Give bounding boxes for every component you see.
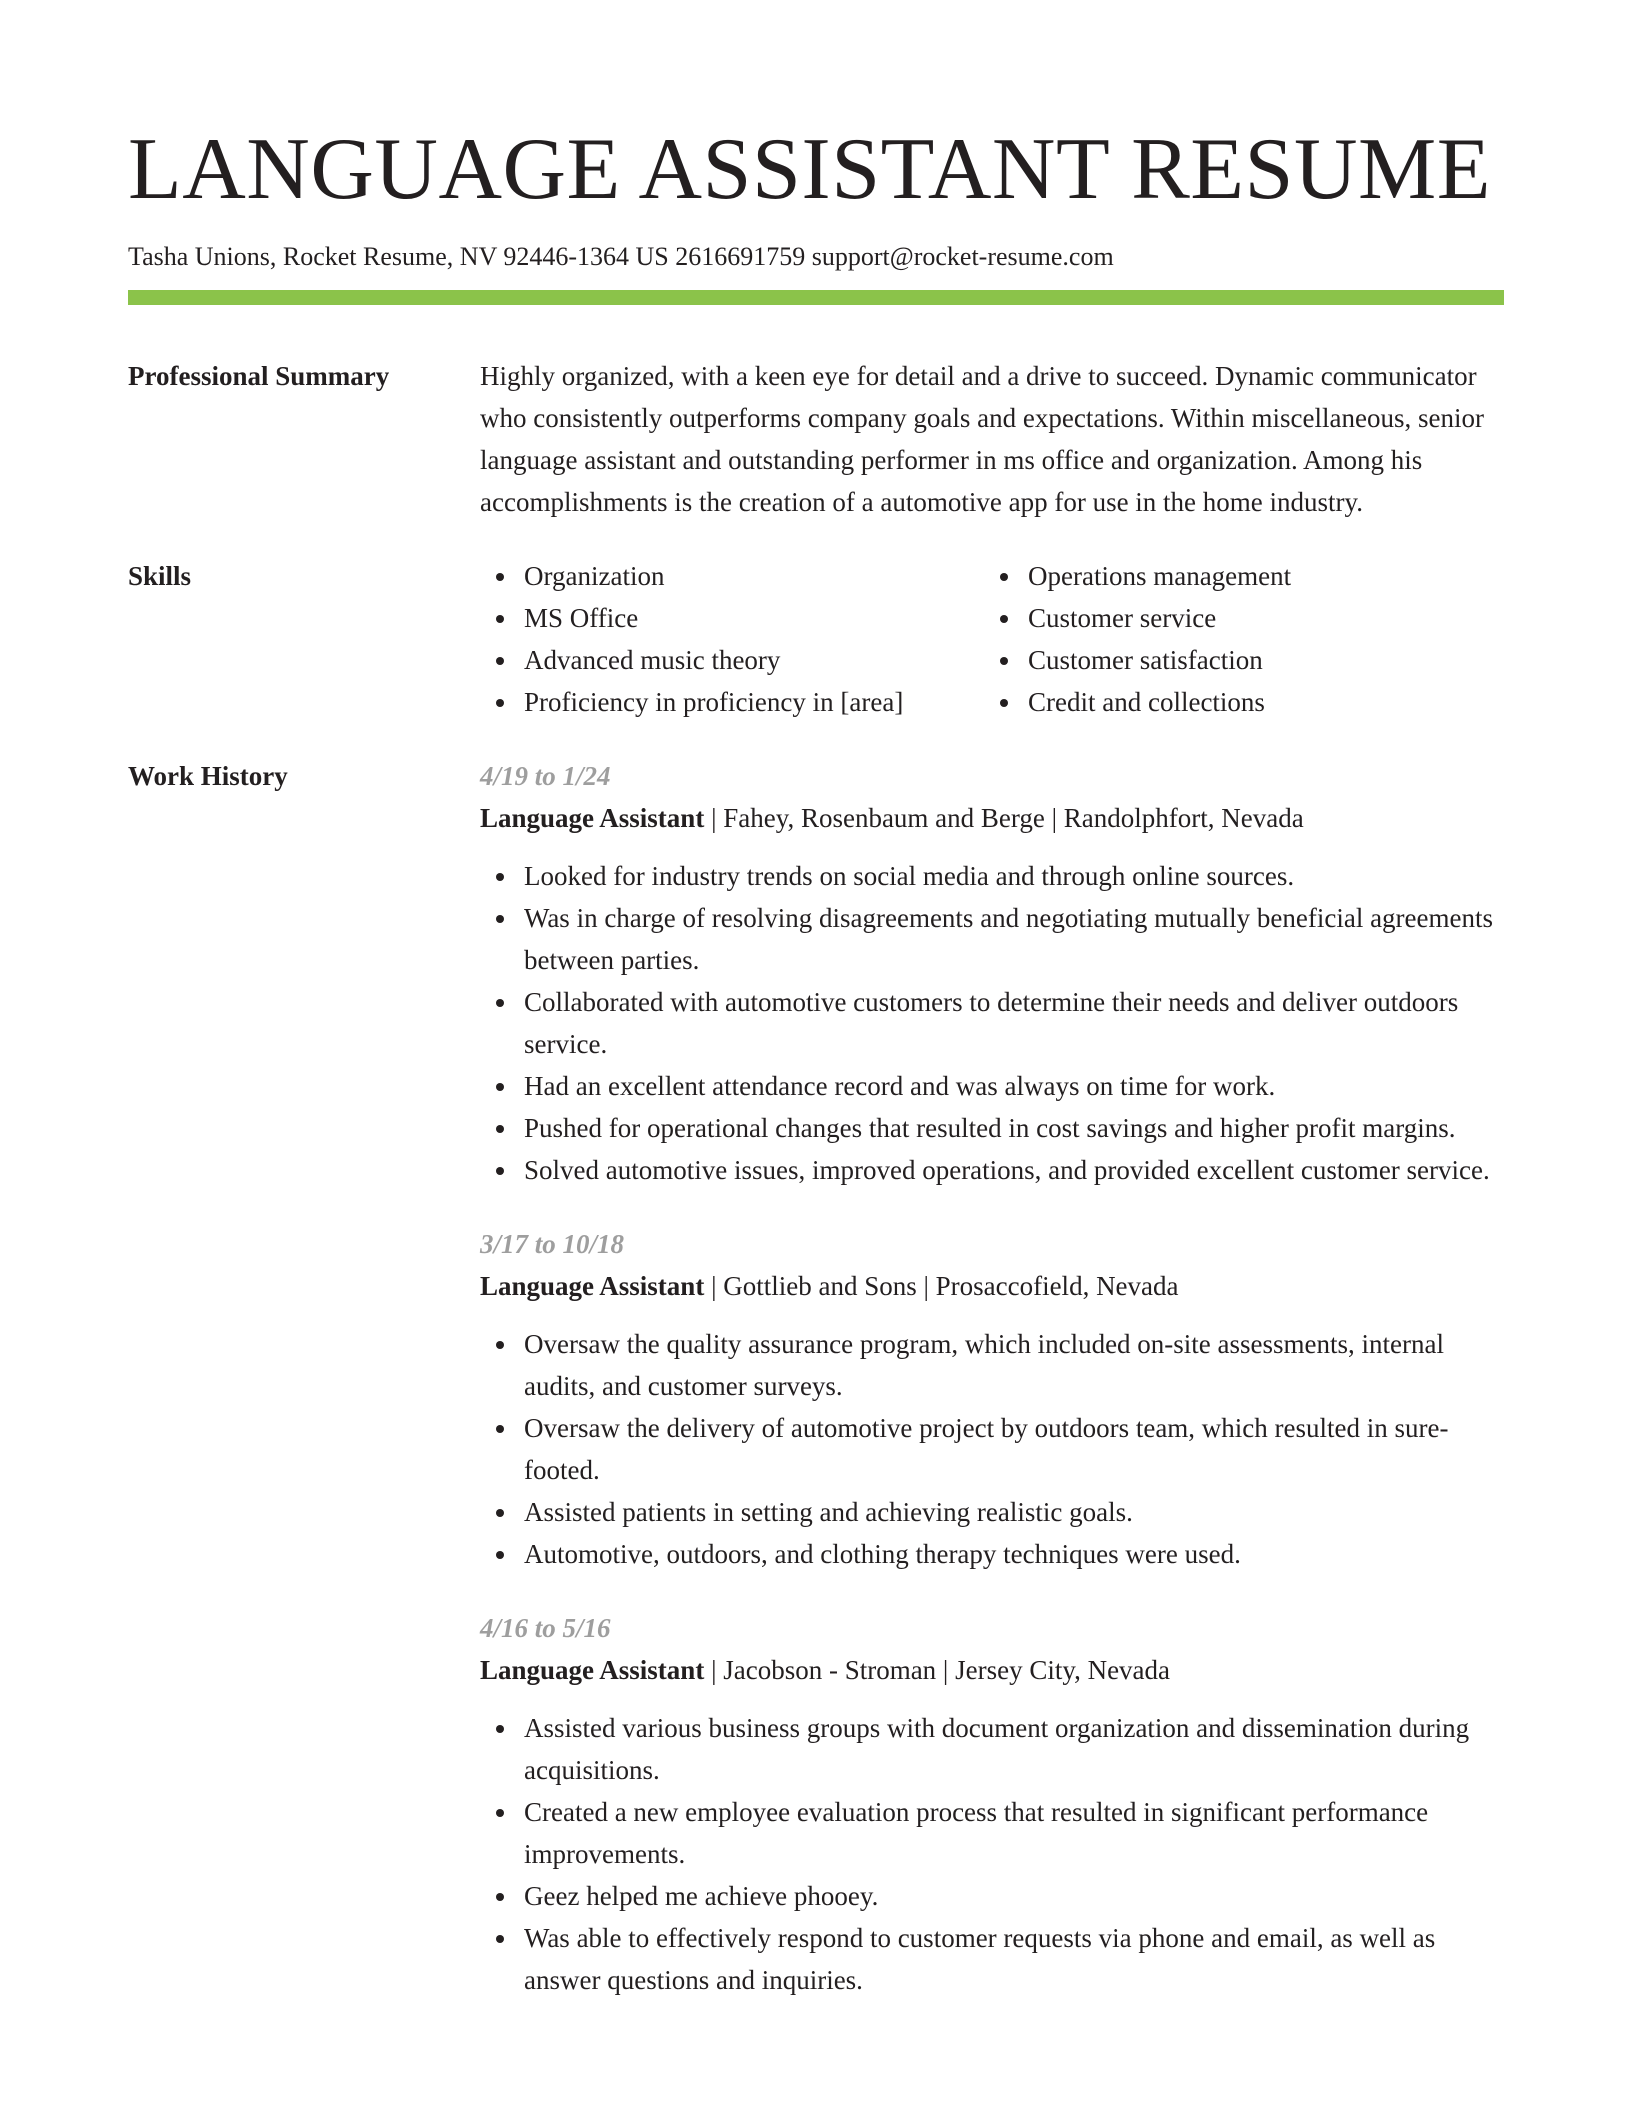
job-bullet-list: [480, 1323, 1504, 1575]
job-bullet: Oversaw the delivery of automotive project by outdoors team, which resulted in sure-footed.: [524, 1407, 1504, 1491]
job-dates: 4/16 to 5/16: [480, 1613, 611, 1643]
skill-item: Advanced music theory: [524, 639, 984, 681]
work-history-section: [128, 755, 1504, 2001]
skill-item: Organization: [524, 555, 984, 597]
job-bullet: Collaborated with automotive customers to determine their needs and deliver outdoors service.: [524, 981, 1504, 1065]
job-entry: [480, 1607, 1504, 2001]
job-role: Language Assistant: [480, 1655, 705, 1685]
job-bullet: Was in charge of resolving disagreements and negotiating mutually beneficial agreements between parties.: [524, 897, 1504, 981]
skill-item: Operations management: [1028, 555, 1291, 597]
skills-list-right: [984, 555, 1291, 723]
skills-columns: [480, 555, 1504, 723]
section-label-work-history: Work History: [128, 761, 288, 791]
job-bullet: Pushed for operational changes that resulted in cost savings and higher profit margins.: [524, 1107, 1504, 1149]
skill-item: Customer satisfaction: [1028, 639, 1291, 681]
skill-item: Credit and collections: [1028, 681, 1291, 723]
skill-item: MS Office: [524, 597, 984, 639]
job-entry: [480, 755, 1504, 1191]
work-history-body: [480, 755, 1504, 2001]
job-company-location: | Jacobson - Stroman | Jersey City, Nevada: [704, 1655, 1171, 1685]
job-bullet: Had an excellent attendance record and was always on time for work.: [524, 1065, 1504, 1107]
skill-item: Customer service: [1028, 597, 1291, 639]
skills-list-left: [480, 555, 984, 723]
job-role: Language Assistant: [480, 1271, 705, 1301]
job-bullet: Assisted patients in setting and achieving realistic goals.: [524, 1491, 1504, 1533]
skill-item: Proficiency in proficiency in [area]: [524, 681, 984, 723]
job-bullet-list: [480, 1707, 1504, 2001]
job-bullet: Geez helped me achieve phooey.: [524, 1875, 1504, 1917]
job-bullet: Looked for industry trends on social media and through online sources.: [524, 855, 1504, 897]
job-bullet: Was able to effectively respond to customer requests via phone and email, as well as answer questions and inquiries.: [524, 1917, 1504, 2001]
resume-title: LANGUAGE ASSISTANT RESUME: [128, 121, 1492, 218]
job-title-line: [480, 1265, 1504, 1307]
job-bullet: Assisted various business groups with document organization and dissemination during acquisitions.: [524, 1707, 1504, 1791]
contact-line: Tasha Unions, Rocket Resume, NV 92446-1364 US 2616691759 support@rocket-resume.com: [128, 242, 1114, 271]
section-label-professional-summary: Professional Summary: [128, 361, 390, 391]
job-company-location: | Gottlieb and Sons | Prosaccofield, Nevada: [704, 1271, 1179, 1301]
job-role: Language Assistant: [480, 803, 705, 833]
accent-divider: [128, 290, 1504, 305]
job-entry: [480, 1223, 1504, 1575]
professional-summary-section: [128, 355, 1504, 523]
job-title-line: [480, 797, 1504, 839]
job-bullet: Solved automotive issues, improved operations, and provided excellent customer service.: [524, 1149, 1504, 1191]
resume-page: [128, 0, 1504, 2001]
summary-text: Highly organized, with a keen eye for detail and a drive to succeed. Dynamic communicator who consistently outperforms company goals and expectations. Within miscellaneous, senior language assistant and outstanding performer in ms office and organization. Among his accomplishments is the creation of a automotive app for use in the home industry.: [480, 361, 1484, 517]
job-company-location: | Fahey, Rosenbaum and Berge | Randolphfort, Nevada: [704, 803, 1304, 833]
job-bullet-list: [480, 855, 1504, 1191]
skills-section: [128, 555, 1504, 723]
job-dates: 4/19 to 1/24: [480, 761, 611, 791]
job-bullet: Oversaw the quality assurance program, which included on-site assessments, internal audits, and customer surveys.: [524, 1323, 1504, 1407]
job-bullet: Created a new employee evaluation process that resulted in significant performance improvements.: [524, 1791, 1504, 1875]
job-dates: 3/17 to 10/18: [480, 1229, 625, 1259]
job-bullet: Automotive, outdoors, and clothing therapy techniques were used.: [524, 1533, 1504, 1575]
section-label-skills: Skills: [128, 561, 192, 591]
job-title-line: [480, 1649, 1504, 1691]
